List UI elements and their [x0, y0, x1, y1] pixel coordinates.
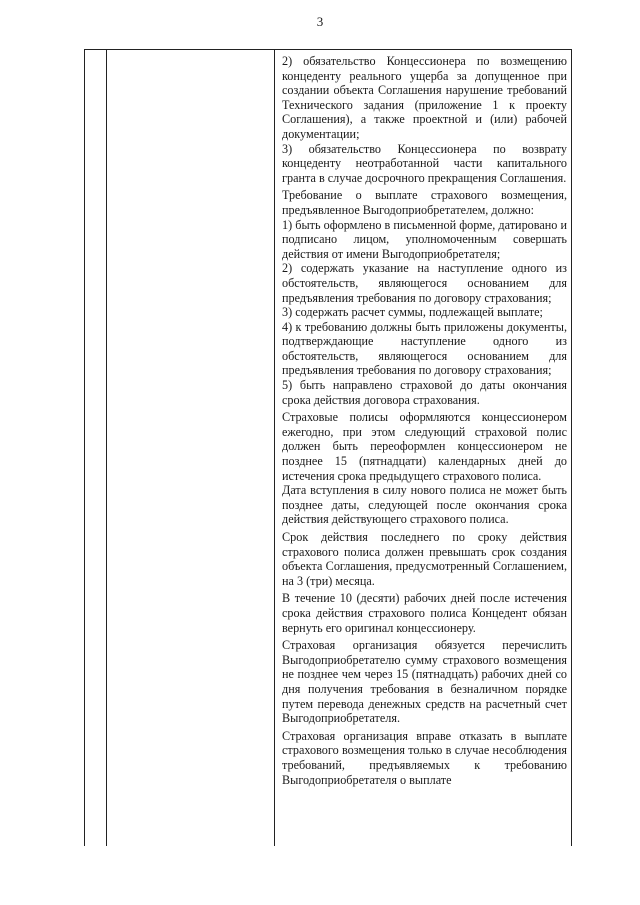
- paragraph-claim-req-2: 2) содержать указание на наступление одного из обстоятельств, являющегося основанием для предъявления требования по договору страхования;: [282, 261, 567, 305]
- page-number: 3: [316, 14, 324, 29]
- paragraph-claim-requirements-intro: Требование о выплате страхового возмещения, предъявленное Выгодоприобретателем, должно:: [282, 188, 567, 217]
- table-column-divider: [106, 50, 107, 846]
- table-right-cell: [282, 54, 567, 787]
- paragraph-insurer-payment: Страховая организация обязуется перечислить Выгодоприобретателю сумму страхового возмещения не позднее чем через 15 (пятнадцать) рабочих дней со дня получения требования в безналичном порядке путем перевода денежных средств на расчетный счет Выгодоприобретателя.: [282, 638, 567, 726]
- paragraph-claim-req-1: 1) быть оформлено в письменной форме, датировано и подписано лицом, уполномоченным совершать действия от имени Выгодоприобретателя;: [282, 217, 567, 261]
- document-table: [84, 49, 572, 846]
- paragraph-item-2-obligation: 2) обязательство Концессионера по возмещению концеденту реального ущерба за допущенное при создании объекта Соглашения нарушение требований Технического задания (приложение 1 к проекту Соглашения), а также проектной и (или) рабочей документации;: [282, 54, 567, 141]
- paragraph-item-3-obligation: 3) обязательство Концессионера по возврату концеденту неотработанной части капитального гранта в случае досрочного прекращения Соглашения.: [282, 141, 567, 185]
- paragraph-claim-req-3: 3) содержать расчет суммы, подлежащей выплате;: [282, 305, 543, 320]
- paragraph-policy-renewal: Страховые полисы оформляются концессионером ежегодно, при этом следующий страховой полис должен быть переоформлен концессионером не позднее 15 (пятнадцати) календарных дней до истечения срока предыдущего страхового полиса.: [282, 410, 567, 483]
- paragraph-policy-term: Срок действия последнего по сроку действия страхового полиса должен превышать срок создания объекта Соглашения, предусмотренный Соглашением, на 3 (три) месяца.: [282, 530, 567, 588]
- paragraph-policy-effective-date: Дата вступления в силу нового полиса не может быть позднее даты, следующей после окончания срока действия действующего страхового полиса.: [282, 483, 567, 527]
- paragraph-claim-req-4: 4) к требованию должны быть приложены документы, подтверждающие наступление одного из обстоятельств, являющегося основанием для предъявления требования по договору страхования;: [282, 319, 567, 378]
- table-column-divider: [274, 50, 275, 846]
- paragraph-claim-req-5: 5) быть направлено страховой до даты окончания срока действия договора страхования.: [282, 378, 567, 407]
- paragraph-insurer-refusal: Страховая организация вправе отказать в выплате страхового возмещения только в случае несоблюдения требований, предъявляемых к требованию Выгодоприобретателя о выплате: [282, 728, 567, 787]
- paragraph-policy-return: В течение 10 (десяти) рабочих дней после истечения срока действия страхового полиса Концедент обязан вернуть его оригинал концессионеру.: [282, 591, 567, 635]
